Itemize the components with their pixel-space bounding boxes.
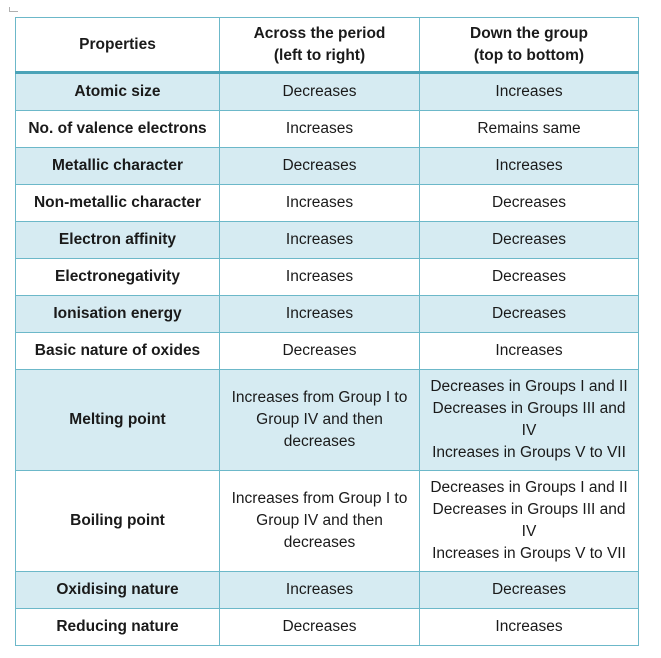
- property-cell: Basic nature of oxides: [16, 333, 220, 370]
- across-period-cell: [220, 572, 420, 609]
- down-group-cell: [420, 259, 639, 296]
- cell-line: Increases: [285, 305, 354, 322]
- cell-line: Remains same: [477, 120, 581, 137]
- across-period-cell: [220, 609, 420, 646]
- cell-line: Increases: [495, 157, 563, 174]
- cell-line: Decreases: [491, 231, 567, 248]
- cell-line: Decreases in Groups I and II: [430, 479, 628, 496]
- cell-line: IV: [521, 523, 537, 540]
- table-row: [16, 259, 639, 296]
- down-group-cell: [420, 471, 639, 572]
- property-cell: Reducing nature: [16, 609, 220, 646]
- corner-mark: [9, 7, 18, 12]
- cell-line: Decreases in Groups III and: [432, 501, 626, 518]
- across-period-cell: [220, 148, 420, 185]
- header-down-group: Down the group (top to bottom): [420, 18, 639, 73]
- cell-line: Decreases: [282, 618, 357, 635]
- cell-line: Decreases in Groups III and: [432, 400, 626, 417]
- header-row: [16, 18, 639, 73]
- down-group-cell: [420, 333, 639, 370]
- cell-line: Decreases: [491, 581, 567, 598]
- table-row: [16, 572, 639, 609]
- property-cell: Ionisation energy: [16, 296, 220, 333]
- periodic-trends-table: [15, 17, 639, 646]
- cell-line: decreases: [283, 534, 356, 551]
- cell-line: Decreases: [282, 157, 357, 174]
- cell-line: Increases: [285, 581, 354, 598]
- property-cell: Metallic character: [16, 148, 220, 185]
- header-properties: Properties: [16, 18, 220, 73]
- cell-line: Increases from Group I to: [231, 490, 408, 507]
- down-group-cell: [420, 572, 639, 609]
- cell-line: Increases: [495, 618, 563, 635]
- down-group-cell: [420, 609, 639, 646]
- table-row: [16, 73, 639, 111]
- across-period-cell: [220, 259, 420, 296]
- cell-line: Decreases in Groups I and II: [430, 378, 628, 395]
- across-period-cell: [220, 222, 420, 259]
- cell-line: Decreases: [491, 305, 567, 322]
- down-group-cell: [420, 185, 639, 222]
- across-period-cell: [220, 296, 420, 333]
- property-cell: Boiling point: [16, 471, 220, 572]
- cell-line: Increases: [285, 231, 354, 248]
- table-row: [16, 148, 639, 185]
- table-row: [16, 471, 639, 572]
- across-period-cell: [220, 370, 420, 471]
- cell-line: decreases: [283, 433, 356, 450]
- down-group-cell: [420, 370, 639, 471]
- cell-line: Increases in Groups V to VII: [432, 444, 626, 461]
- cell-line: Increases: [495, 83, 563, 100]
- cell-line: Decreases: [491, 268, 567, 285]
- property-cell: Electronegativity: [16, 259, 220, 296]
- cell-line: Increases from Group I to: [231, 389, 408, 406]
- table-body: [16, 73, 639, 646]
- cell-line: Increases: [495, 342, 563, 359]
- property-cell: No. of valence electrons: [16, 111, 220, 148]
- across-period-cell: [220, 73, 420, 111]
- down-group-cell: [420, 296, 639, 333]
- table-row: [16, 370, 639, 471]
- table-row: [16, 185, 639, 222]
- header-across-period: Across the period (left to right): [220, 18, 420, 73]
- cell-line: Decreases: [491, 194, 567, 211]
- down-group-cell: [420, 222, 639, 259]
- property-cell: Non-metallic character: [16, 185, 220, 222]
- cell-line: Increases: [285, 120, 354, 137]
- cell-line: Increases: [285, 268, 354, 285]
- cell-line: Decreases: [282, 342, 357, 359]
- table-row: [16, 609, 639, 646]
- cell-line: Increases in Groups V to VII: [432, 545, 626, 562]
- table-row: [16, 296, 639, 333]
- cell-line: Increases: [285, 194, 354, 211]
- across-period-cell: [220, 471, 420, 572]
- down-group-cell: [420, 148, 639, 185]
- down-group-cell: [420, 73, 639, 111]
- property-cell: Electron affinity: [16, 222, 220, 259]
- table-row: [16, 222, 639, 259]
- cell-line: Group IV and then: [256, 411, 383, 428]
- cell-line: Group IV and then: [256, 512, 383, 529]
- across-period-cell: [220, 111, 420, 148]
- cell-line: IV: [521, 422, 537, 439]
- table-row: [16, 111, 639, 148]
- across-period-cell: [220, 185, 420, 222]
- property-cell: Oxidising nature: [16, 572, 220, 609]
- down-group-cell: [420, 111, 639, 148]
- property-cell: Melting point: [16, 370, 220, 471]
- across-period-cell: [220, 333, 420, 370]
- cell-line: Decreases: [282, 83, 357, 100]
- table-row: [16, 333, 639, 370]
- property-cell: Atomic size: [16, 73, 220, 111]
